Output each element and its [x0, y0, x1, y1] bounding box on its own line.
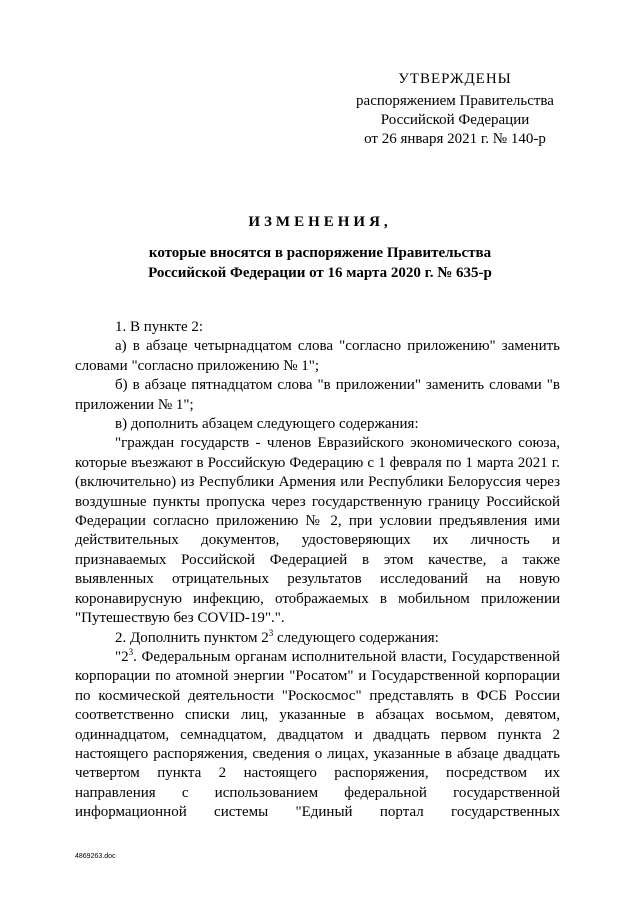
footer-filename: 4869263.doc [75, 853, 116, 860]
paragraph-7-tail: . Федеральным органам исполнительной власти, Государственной корпорации по атомной энергии "Росатом" и Государственной корпорации по космической деятельности "Роскосмос" представлять в ФСБ России соответственно списки лиц, указанные в абзацах восьмом, девятом, одиннадцатом, семнадцатом, двадцатом и двадцать первом пункта 2 настоящего распоряжения, сведения о лицах, указанные в абзаце двадцать четвертом пункта 2 настоящего распоряжения, посредством их направления с использованием федеральной государственной информационной системы "Единый портал государственных [75, 648, 560, 821]
paragraph-2: а) в абзаце четырнадцатом слова "согласно приложению" заменить словами "согласно приложению № 1"; [75, 338, 560, 374]
paragraph-7-text: "2 [115, 648, 129, 665]
approval-heading: УТВЕРЖДЕНЫ [398, 71, 512, 87]
paragraph-6-text: 2. Дополнить пунктом 2 [115, 629, 269, 646]
document-body [75, 318, 560, 823]
paragraph-3: б) в абзаце пятнадцатом слова "в приложении" заменить словами "в приложении № 1"; [75, 377, 560, 413]
paragraph-7-superscript: 3 [128, 646, 134, 657]
document-subtitle [0, 243, 640, 283]
approval-line-1: распоряжением Правительства [356, 93, 554, 109]
paragraph-4: в) дополнить абзацем следующего содержания: [115, 416, 419, 433]
approval-line-3: от 26 января 2021 г. № 140-р [364, 131, 546, 147]
subtitle-line-2: Российской Федерации от 16 марта 2020 г. № 635-р [148, 265, 492, 281]
paragraph-6-tail: следующего содержания: [273, 629, 439, 646]
approval-line-2: Российской Федерации [380, 112, 530, 128]
subtitle-line-1: которые вносятся в распоряжение Правительства [148, 245, 492, 261]
approval-stamp [340, 70, 570, 149]
paragraph-5: "граждан государств - членов Евразийского экономического союза, которые въезжают в Российскую Федерацию с 1 февраля по 1 марта 2021 г. (включительно) из Республики Армения или Республики Белоруссия через воздушные пункты пропуска через государственную границу Российской Федерации согласно приложению № 2, при условии предъявления ими действительных документов, удостоверяющих их личность и признаваемых Российской Федерацией в этом качестве, а также выявленных отрицательных результатов исследований на новую коронавирусную инфекцию, отображаемых в мобильном приложении "Путешествую без COVID-19".". [75, 435, 560, 627]
document-title: ИЗМЕНЕНИЯ, [248, 214, 392, 230]
paragraph-7 [75, 648, 560, 823]
paragraph-1: 1. В пункте 2: [115, 319, 204, 335]
paragraph-6 [75, 629, 560, 648]
paragraph-6-superscript: 3 [268, 627, 274, 638]
